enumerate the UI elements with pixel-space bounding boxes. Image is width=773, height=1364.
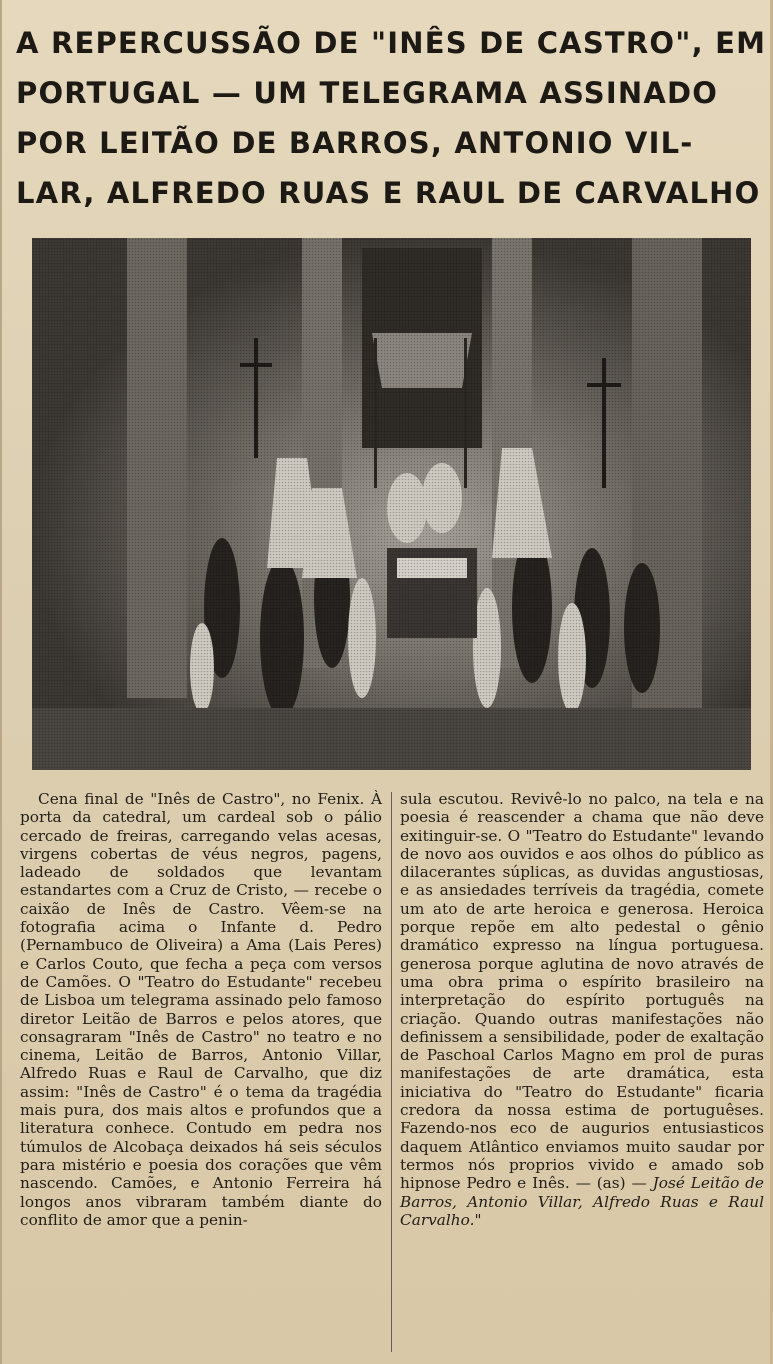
stage-photograph	[32, 238, 751, 770]
right-column-text	[400, 790, 764, 1229]
article-left-column	[20, 790, 382, 1229]
headline-line-1: A REPERCUSSÃO DE "INÊS DE CASTRO", EM	[16, 26, 767, 60]
right-column-body: sula escutou. Revivê-lo no palco, na tela e na poesia é reascender a chama que não deve exitinguir-se. O "Teatro do Estudante" levando de novo aos ouvidos e aos olhos do público as dilacerantes súplicas, as duvidas angustiosas, e as ansiedades terríveis da tragédia, comete um ato de arte heroica e generosa. Heroica porque repõe em alto pedestal o gênio dramático expresso na língua portuguesa. generosa porque aglutina de novo através de uma obra prima o espírito brasileiro na interpretação do espírito português na criação. Quando outras manifestações não definissem a sensibilidade, poder de exaltação de Paschoal Carlos Magno em prol de puras manifestações de arte dramática, esta iniciativa do "Teatro do Estudante" ficaria credora da nossa estima de portuguêses. Fazendo-nos eco de augurios entusiasticos daquem Atlântico enviamos muito saudar por termos nós proprios vivido e amado sob hipnose Pedro e Inês. — (as) —	[400, 790, 764, 1193]
left-column-text: Cena final de "Inês de Castro", no Fenix. À porta da catedral, um cardeal sob o pálio cercado de freiras, carregando velas acesas, virgens cobertas de véus negros, pagens, ladeado de soldados que levantam estandartes com a Cruz de Cristo, — recebe o caixão de Inês de Castro. Vêem-se na fotografia acima o Infante d. Pedro (Pernambuco de Oliveira) a Ama (Lais Peres) e Carlos Couto, que fecha a peça com versos de Camões. O "Teatro do Estudante" recebeu de Lisboa um telegrama assinado pelo famoso diretor Leitão de Barros e pelos atores, que consagraram "Inês de Castro" no teatro e no cinema, Leitão de Barros, Antonio Villar, Alfredo Ruas e Raul de Carvalho, que diz assim: "Inês de Castro" é o tema da tragédia mais pura, dos mais altos e profundos que a literatura conhece. Contudo em pedra nos túmulos de Alcobaça deixados há seis séculos para mistério e poesia dos corações que vêm nascendo. Camões, e Antonio Ferreira há longos anos vibraram também diante do conflito de amor que a penin-	[20, 790, 382, 1229]
column-divider	[391, 792, 392, 1352]
headline-line-2: PORTUGAL — UM TELEGRAMA ASSINADO	[16, 76, 719, 110]
stage-scene-illustration	[32, 238, 751, 770]
headline-line-3: POR LEITÃO DE BARROS, ANTONIO VIL-	[16, 126, 694, 160]
article-right-column	[400, 790, 764, 1229]
headline-line-4: LAR, ALFREDO RUAS E RAUL DE CARVALHO	[16, 176, 761, 210]
telegram-signature: José Leitão de Barros, Antonio Villar, Alfredo Ruas e Raul Carvalho."	[400, 1174, 764, 1229]
headline	[16, 18, 767, 218]
